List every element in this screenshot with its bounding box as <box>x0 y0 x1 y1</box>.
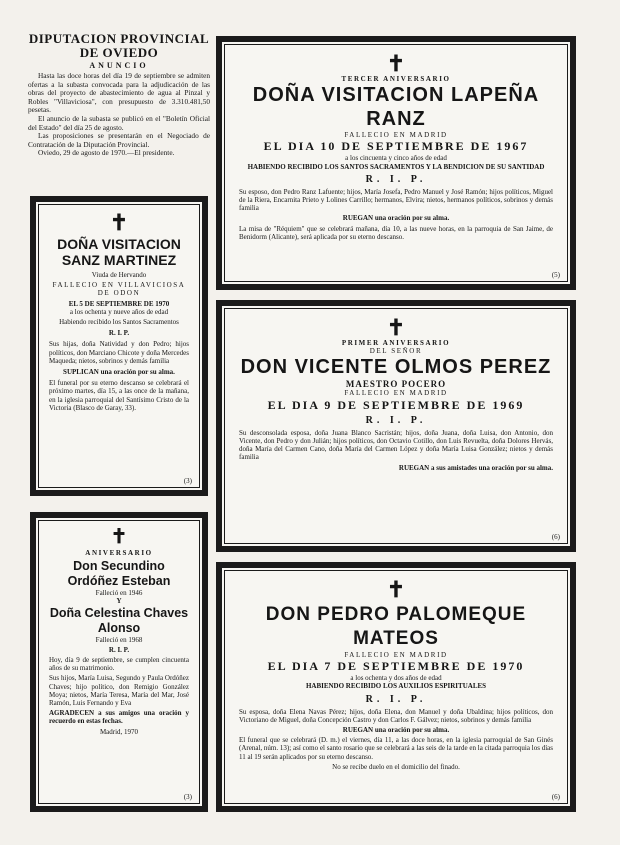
rip: R. I. P. <box>365 173 427 185</box>
mass-text: La misa de "Réquiem" que se celebrará mañana, día 10, a las nueve horas, en la parroquia de San Jaime, de Benidorm (Alicante), será aplicada por su eterno descanso. <box>239 224 553 241</box>
suplican-text: SUPLICAN una oración por su alma. <box>63 368 175 377</box>
family-text: Sus hijos, María Luisa, Segundo y Paula Ordóñez Chaves; hijo político, don Remigio González Moya; nietos, María Teresa, María del Mar, José Ramón, Luis Fernando y Eva <box>49 674 189 708</box>
deceased-name: Don Secundino Ordóñez Esteban <box>67 559 171 589</box>
no-duelo-text: No se recibe duelo en el domicilio del finado. <box>332 762 460 771</box>
death-date: EL DIA 7 DE SEPTIEMBRE DE 1970 <box>267 659 525 674</box>
deceased-name: Doña Celestina Chaves Alonso <box>49 605 189 635</box>
deceased-name: DOÑA VISITACION SANZ MARTINEZ <box>57 236 181 268</box>
notice-anuncio: ANUNCIO <box>89 61 149 70</box>
place-date: Madrid, 1970 <box>99 727 139 736</box>
deceased-name: DON PEDRO PALOMEQUE MATEOS <box>265 604 527 649</box>
notice-title-line2: DE OVIEDO <box>79 45 159 60</box>
obituary-olmos <box>216 300 576 552</box>
obituary-sanz <box>30 196 208 496</box>
obituary-ordonez <box>30 512 208 812</box>
ad-reference: (5) <box>551 271 560 279</box>
ad-reference: (6) <box>551 793 560 801</box>
anniversary-heading: TERCER ANIVERSARIO <box>341 75 451 83</box>
anniversary-text: Hoy, día 9 de septiembre, se cumplen cincuenta años de su matrimonio. <box>49 656 189 673</box>
family-text: Sus hijas, doña Natividad y don Pedro; hijos políticos, don Marciano Chicote y doña Mercedes Maqueda; nietos, sobrinos y demás familia <box>49 340 189 365</box>
rip: R. I. P. <box>365 693 427 705</box>
death-place: FALLECIO EN MADRID <box>344 389 448 398</box>
del-senor: DEL SEÑOR <box>369 347 423 356</box>
ruegan-text: RUEGAN a sus amistades una oración por su alma. <box>398 464 553 473</box>
ruegan-text: RUEGAN una oración por su alma. <box>342 726 450 735</box>
conjunction: Y <box>116 597 122 606</box>
ad-reference: (3) <box>183 477 192 485</box>
notice-paragraph: Las proposiciones se presentarán en el Negociado de Contratación de la Diputación Provincial. <box>28 131 210 149</box>
notice-title-line1: DIPUTACION PROVINCIAL <box>28 31 210 46</box>
death-place: FALLECIO EN MADRID <box>344 651 448 659</box>
sacraments: Habiendo recibido los Santos Sacramentos <box>59 318 179 327</box>
deceased-name: DOÑA VISITACION LAPEÑA RANZ <box>252 84 540 131</box>
family-text: Su desconsolada esposa, doña Juana Blanco Sacristán; hijos, doña Juana, doña Luisa, don Antonio, don Vicente, don Pedro y don Julián; hijos políticos, don Octavio Cotillo, don Luis Revuelta, doña Dolores Hervás, doña María del Carmen Cano, doña María del Carmen López y doña María Luisa González; nietos y demás familia <box>239 428 553 462</box>
obituary-lapena <box>216 36 576 290</box>
deceased-name: DON VICENTE OLMOS PEREZ <box>240 356 552 379</box>
last-rites: HABIENDO RECIBIDO LOS AUXILIOS ESPIRITUALES <box>305 682 487 691</box>
death-year: Falleció en 1968 <box>95 635 143 644</box>
rip: R. I. P. <box>108 645 130 654</box>
obituary-palomeque <box>216 562 576 812</box>
funeral-text: El funeral que se celebrará (D. m.) el viernes, día 11, a las doce horas, en la iglesia parroquial de San Ginés (Arenal, núm. 13); así como el santo rosario que se celebrará a las seis de la tarde en la citada parroquia los días 11 al 19 serán aplicados por su eterno descanso. <box>239 736 553 761</box>
agradecen-text: AGRADECEN a sus amigos una oración y recuerdo en estas fechas. <box>49 709 189 726</box>
ad-reference: (6) <box>551 533 560 541</box>
notice-paragraph: Hasta las doce horas del día 19 de septiembre se admiten ofertas a la subasta convocada para la adjudicación de las obras del proyecto de abastecimiento de agua al Pinzal y Robles "Villaviciosa", con presupuesto de 3.310.481,50 pesetas. <box>28 71 210 115</box>
ad-reference: (3) <box>183 793 192 801</box>
diputacion-notice <box>28 32 210 158</box>
family-text: Su esposo, don Pedro Ranz Lafuente; hijos, María Josefa, Pedro Manuel y José Ramón; hijos políticos, Miguel de la Riera, Encarnita Prieto y Lolines Carrillo; hermanos, Elvira; nietos, hermanos políticos, sobrinos y demás familia <box>239 187 553 213</box>
family-text: Su esposa, doña Elena Navas Pérez; hijos, doña Elena, don Manuel y doña Ubaldina; hijos políticos, don Victoriano de Miguel, doña Concepción Castro y don Carlos F. Gálvez; nietos, sobrinos y demás familia <box>239 707 553 724</box>
ruegan-text: RUEGAN una oración por su alma. <box>342 214 450 223</box>
cross-icon: ✝ <box>386 51 406 76</box>
rip: R. I. P. <box>365 414 427 426</box>
death-year: Falleció en 1946 <box>95 589 143 598</box>
funeral-text: El funeral por su eterno descanso se celebrará el próximo martes, día 15, a las once de la mañana, en la iglesia parroquial del Santísimo Cristo de la Victoria (Blasco de Garay, 33). <box>49 379 189 412</box>
cross-icon: ✝ <box>109 210 129 235</box>
sacraments: HABIENDO RECIBIDO LOS SANTOS SACRAMENTOS Y LA BENDICION DE SU SANTIDAD <box>247 162 545 171</box>
cross-icon: ✝ <box>386 577 406 602</box>
notice-paragraph: Oviedo, 29 de agosto de 1970.—El presidente. <box>38 148 175 158</box>
cross-icon: ✝ <box>386 315 406 340</box>
death-date: EL 5 DE SEPTIEMBRE DE 1970 <box>68 299 170 308</box>
death-place: FALLECIO EN MADRID <box>344 131 448 140</box>
anniversary-heading: ANIVERSARIO <box>85 549 153 557</box>
rip: R. I. P. <box>108 329 130 338</box>
profession: MAESTRO POCERO <box>345 379 447 390</box>
death-date: EL DIA 9 DE SEPTIEMBRE DE 1969 <box>267 397 525 412</box>
anniversary-heading: PRIMER ANIVERSARIO <box>341 339 451 347</box>
age: a los ochenta y nueve años de edad <box>69 307 169 316</box>
death-place: FALLECIO EN VILLAVICIOSA DE ODON <box>52 281 186 298</box>
age: a los ochenta y dos años de edad <box>350 674 442 683</box>
widow-of: Viuda de Hervando <box>91 271 147 279</box>
age: a los cincuenta y cinco años de edad <box>345 154 447 163</box>
notice-paragraph: El anuncio de la subasta se publicó en el "Boletín Oficial del Estado" del día 25 de agosto. <box>28 113 210 132</box>
cross-icon: ✝ <box>110 526 128 548</box>
death-date: EL DIA 10 DE SEPTIEMBRE DE 1967 <box>263 139 529 154</box>
